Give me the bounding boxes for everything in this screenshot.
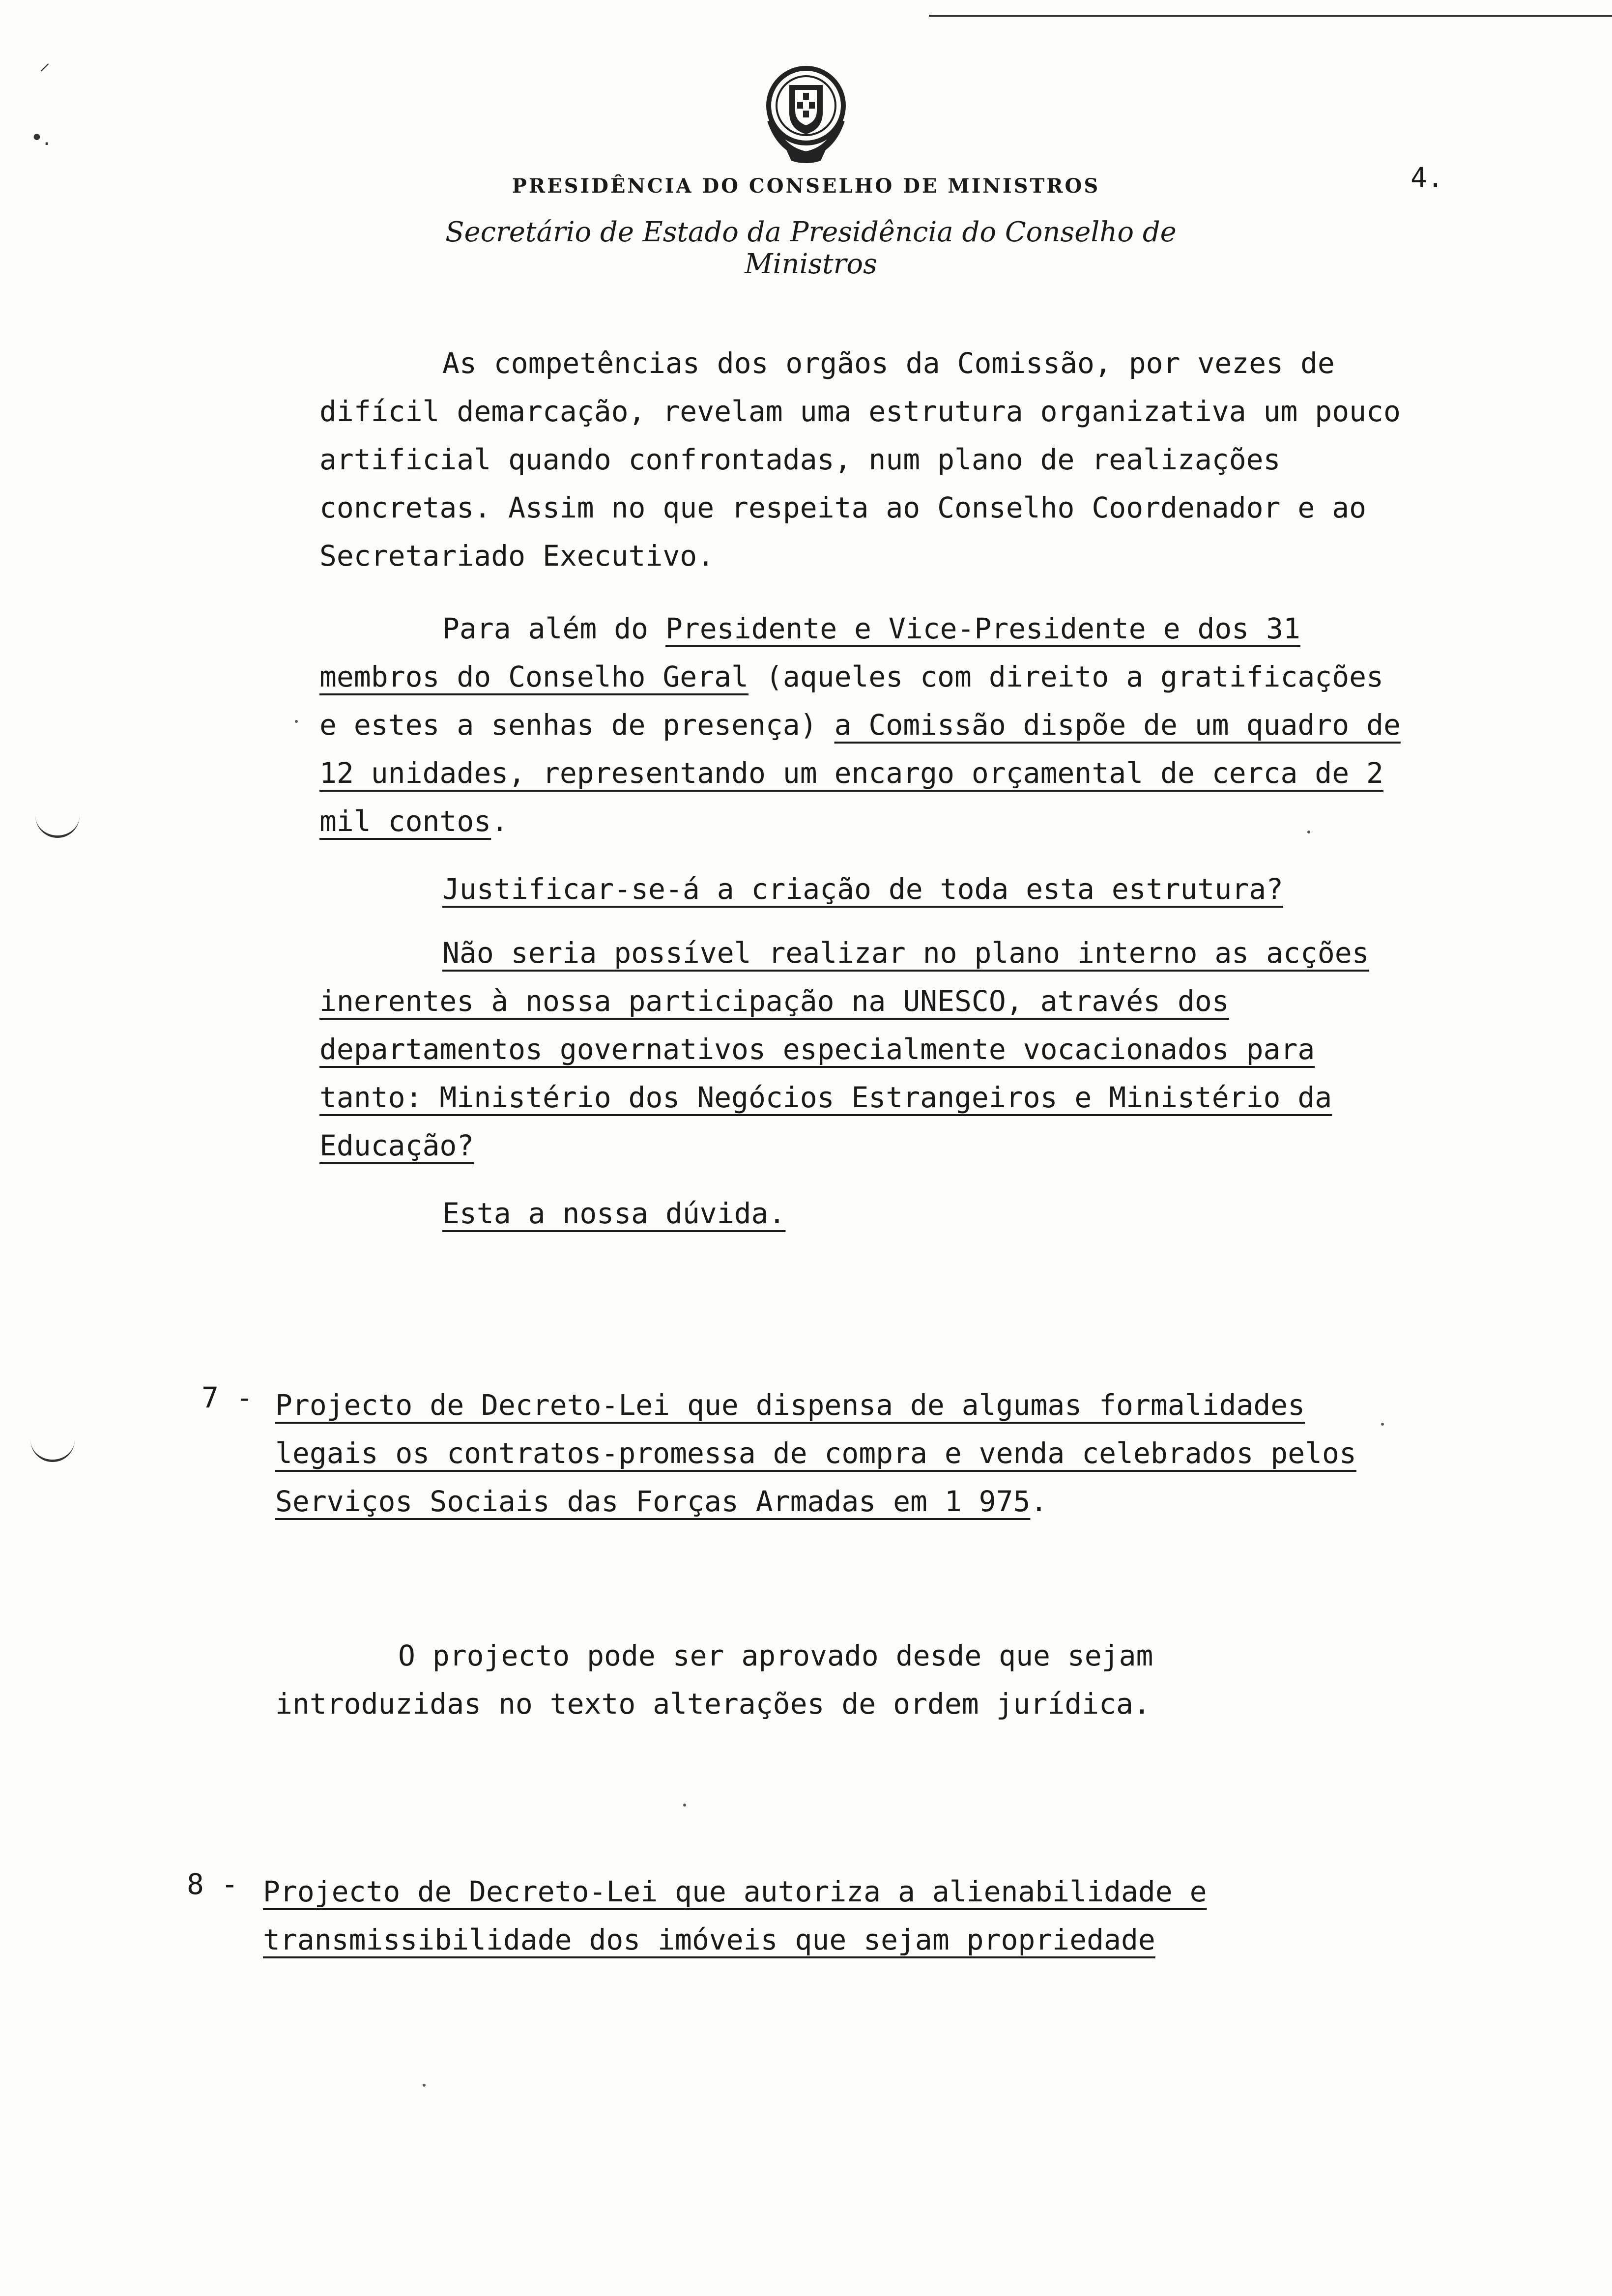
item-number: 8 - <box>187 1867 238 1901</box>
scan-speck <box>683 1804 686 1807</box>
text-segment: . <box>1030 1485 1048 1518</box>
item-comment: O projecto pode ser aprovado desde que sejam introduzidas no texto alterações de ordem jurídica. <box>275 1639 1153 1721</box>
item-title <box>275 1381 1391 1525</box>
margin-arc <box>35 816 80 838</box>
scan-speck <box>295 720 298 723</box>
text-segment: . <box>491 804 509 838</box>
paragraph-duvida <box>319 1189 1415 1237</box>
item-number: 7 - <box>202 1381 253 1414</box>
coat-of-arms-icon <box>757 61 855 165</box>
institution-title: PRESIDÊNCIA DO CONSELHO DE MINISTROS <box>512 174 1100 198</box>
underlined-segment: Projecto de Decreto-Lei que autoriza a alienabilidade e transmissibilidade dos imóveis que sejam propriedade <box>263 1875 1207 1956</box>
underlined-segment: a Comissão dispõe de um quadro de 12 unidades, representando um encargo orçamental de cerca de 2 mil contos <box>319 708 1401 838</box>
margin-arc <box>30 1440 75 1462</box>
underlined-segment: Esta a nossa dúvida. <box>442 1197 786 1230</box>
scan-speck <box>423 2084 426 2087</box>
paragraph-question <box>319 865 1415 913</box>
item-title <box>263 1867 1359 1964</box>
text-segment: (aqueles com direito a gratificações e estes a senhas de presença) <box>319 660 1383 742</box>
underlined-segment: Justificar-se-á a criação de toda esta estrutura? <box>442 872 1284 906</box>
scan-speck <box>1307 831 1310 833</box>
secretary-title: Secretário de Estado da Presidência do Conselho de Ministros <box>445 216 1177 280</box>
underlined-segment: Projecto de Decreto-Lei que dispensa de algumas formalidades legais os contratos-promessa de compra e venda celebrados pelos Serviços Sociais das Forças Armadas em 1 975 <box>275 1388 1356 1518</box>
scan-speck <box>1381 1423 1384 1426</box>
paragraph-competencias: As competências dos orgãos da Comissão, por vezes de difícil demarcação, revelam uma estrutura organizativa um pouco artificial quando confrontadas, num plano de realizações concretas. Assim no que respeita ao Conselho Coordenador e ao Secretariado Executivo. <box>319 346 1401 573</box>
margin-mark: ⸝ <box>39 50 50 75</box>
page-number: 4. <box>1410 162 1444 194</box>
underlined-segment: Não seria possível realizar no plano interno as acções inerentes à nossa participação na UNESCO, através dos departamentos governativos especialmente vocacionados para tanto: Ministério dos Negócios Estrangeiros e Ministério da Educação? <box>319 936 1369 1162</box>
paragraph-unesco <box>319 929 1415 1170</box>
text-segment: Para além do <box>442 612 665 645</box>
paragraph-quadro <box>319 604 1415 845</box>
underlined-segment: Presidente e Vice-Presidente e dos 31 membros do Conselho Geral <box>319 612 1300 693</box>
margin-mark: •. <box>30 125 50 150</box>
top-rule <box>929 15 1612 17</box>
